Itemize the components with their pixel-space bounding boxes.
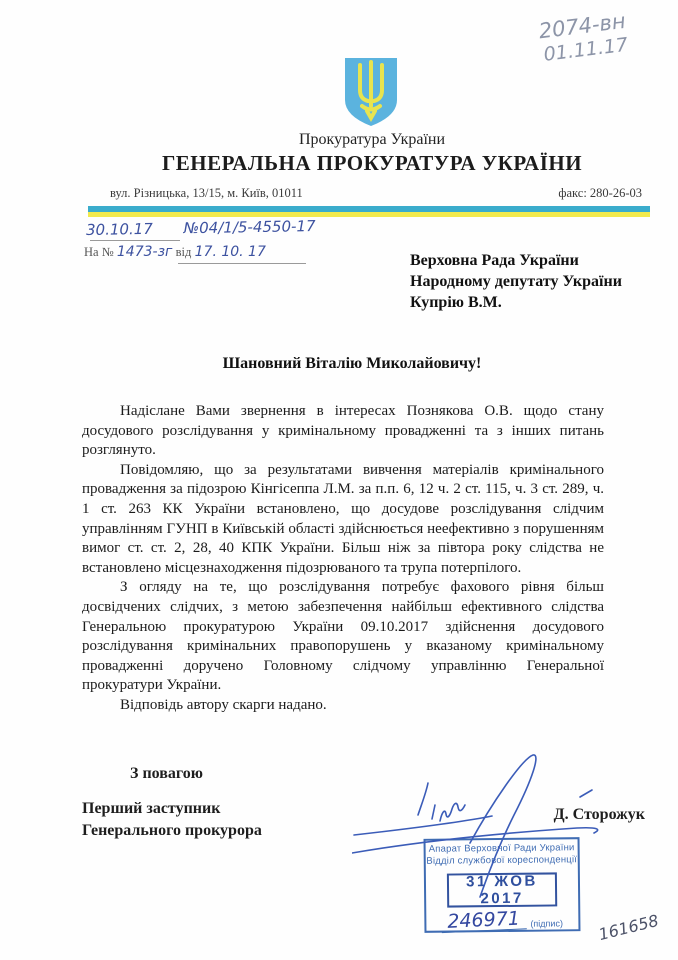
recipient-line-2: Народному депутату України: [410, 273, 622, 290]
stamp-line-1: Апарат Верховної Ради України: [428, 842, 575, 855]
signer-title-line-2: Генерального прокурора: [82, 822, 262, 839]
flag-yellow-stripe: [88, 212, 650, 217]
letterhead-address-row: [110, 186, 642, 201]
flag-divider: [88, 206, 650, 217]
closing-regards: З повагою: [130, 765, 203, 782]
recipient-block: [410, 250, 622, 313]
reply-number: 1473-зг: [116, 244, 173, 260]
coat-of-arms-ukraine-icon: [341, 56, 401, 128]
outgoing-date: 30.10.17: [85, 219, 153, 240]
reply-date: 17. 10. 17: [194, 244, 266, 260]
outgoing-number: №04/1/5-4550-17: [183, 216, 316, 238]
stamp-number-row: [426, 909, 578, 932]
paragraph-1: Надіслане Вами звернення в інтересах Познякова О.В. щодо стану досудового розслідування у кримінальному провадженні та з інших питань розглянуто.: [82, 403, 604, 459]
stamp-registration-number: 246971: [441, 908, 526, 933]
stamp-signature-label: (підпис): [530, 918, 563, 929]
recipient-line-3: Купрію В.М.: [410, 294, 502, 311]
agency-fax: факс: 280-26-03: [558, 186, 642, 200]
agency-name-main: ГЕНЕРАЛЬНА ПРОКУРАТУРА УКРАЇНИ: [161, 151, 583, 175]
paragraph-3: З огляду на те, що розслідування потребує фахового рівня більш досвідчених слідчих, з метою забезпечення найбільш ефективного слідства Генеральною прокуратурою України 09.10.2017 здійснення досудового розслідування кримінальних правопорушень у вказаному кримінальному провадженні доручено Головному слідчому управлінню Генеральної прокуратури України.: [82, 579, 604, 694]
pencil-note-date: 01.11.17: [542, 33, 630, 66]
paragraph-4: Відповідь автору скарги надано.: [120, 696, 327, 713]
reply-from-label: від: [175, 245, 192, 259]
recipient-line-1: Верховна Рада України: [410, 252, 579, 269]
pencil-note-number: 2074-вн: [537, 8, 627, 44]
agency-name-small: Прокуратура України: [298, 131, 446, 148]
letter-body: [82, 402, 604, 716]
signer-title: [82, 798, 262, 842]
salutation: Шановний Віталію Миколайовичу!: [222, 355, 482, 372]
corner-handwritten-number: 161658: [596, 910, 661, 945]
reference-underline: [178, 263, 306, 264]
signer-title-line-1: Перший заступник: [82, 800, 221, 817]
reply-prefix-label: На №: [84, 245, 114, 259]
stamp-line-2: Відділ службової кореспонденції: [426, 853, 578, 867]
reference-underline: [90, 240, 180, 241]
registration-pencil-note: [537, 9, 629, 67]
incoming-reference-line: [84, 244, 266, 260]
outgoing-reference-handwritten: [86, 217, 316, 239]
stamp-date-box: 31 ЖОВ 2017: [447, 872, 557, 907]
paragraph-2: Повідомляю, що за результатами вивчення матеріалів кримінального провадження за підозрою Кінгісеппа Л.М. за п.п. 6, 12 ч. 2 ст. 115, ч. 3 ст. 289, ч. 1 ст. 263 КК України встановлено, що досудове розслідування слідчим управлінням ГУНП в Київській області здійснюється неефективно з порушенням вимог ст. ст. 2, 28, 40 КПК України. Більш ніж за півтора року слідства не встановлено місцезнаходження підозрюваного та трупа потерпілого.: [82, 461, 604, 576]
ink-signature: [352, 735, 632, 905]
agency-address: вул. Різницька, 13/15, м. Київ, 01011: [110, 186, 303, 200]
signer-name: Д. Сторожук: [553, 806, 645, 823]
